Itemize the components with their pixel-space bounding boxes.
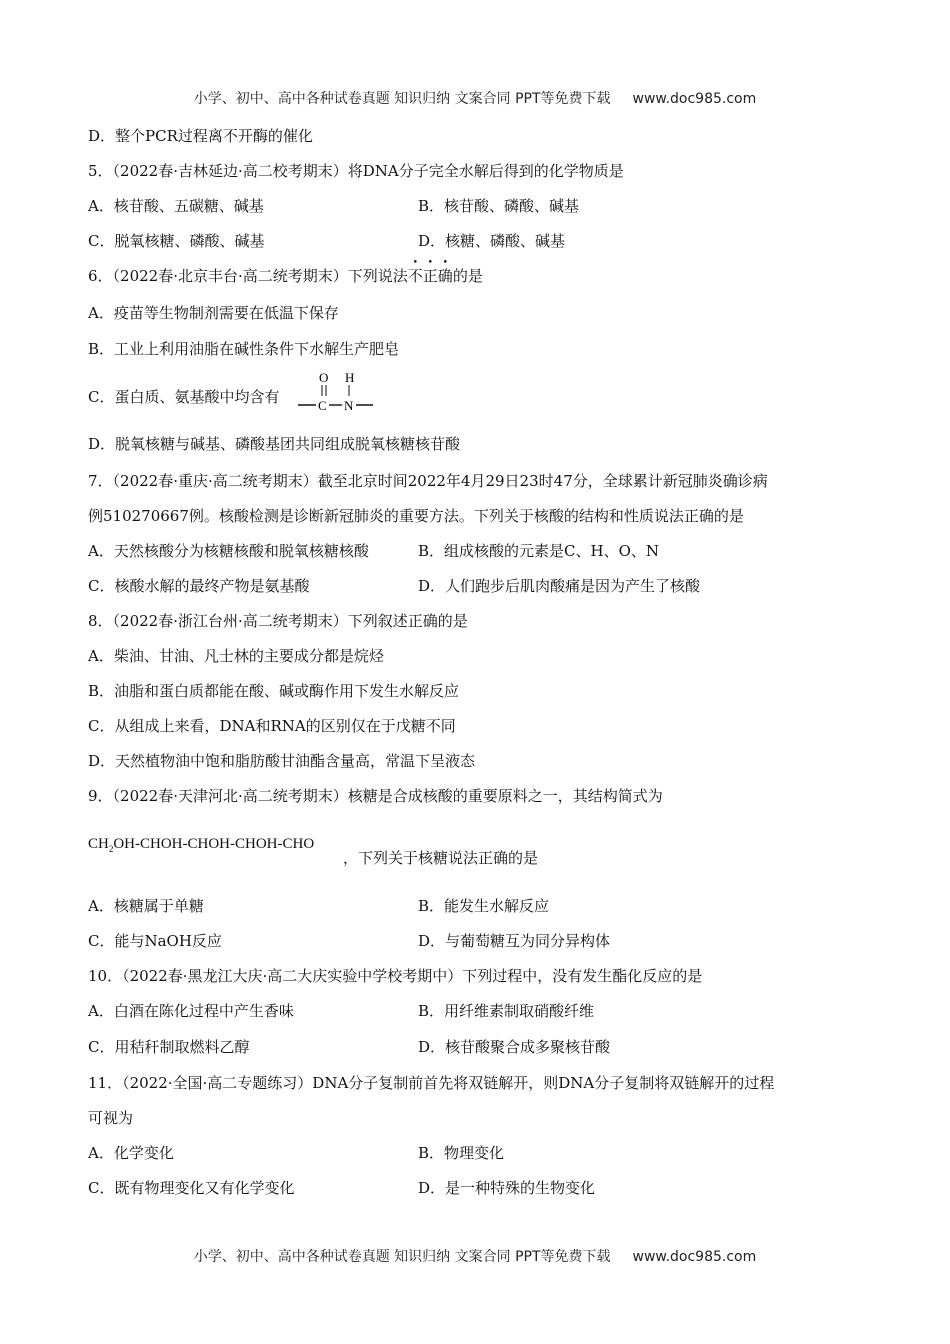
q6-emphasis-2: 正 [422, 267, 438, 285]
q7-option-b: B．组成核酸的元素是C、H、O、N [418, 542, 660, 560]
q10-option-c: C．用秸秆制取燃料乙醇 [88, 1038, 250, 1056]
q6-stem-pre: 6．（2022春·北京丰台·高二统考期末）下列说法 [88, 267, 408, 285]
header-text: 小学、初中、高中各种试卷真题 知识归纳 文案合同 PPT等免费下载 [193, 91, 611, 107]
q11-option-b: B．物理变化 [418, 1144, 505, 1162]
q7-stem-line1: 7．（2022春·重庆·高二统考期末）截至北京时间2022年4月29日23时47分，全球累计新冠肺炎确诊病 [88, 472, 768, 490]
q9-stem-tail: ，下列关于核糖说法正确的是 [343, 849, 539, 867]
q11-stem-line2: 可视为 [88, 1109, 134, 1127]
struct-o-label: O [319, 370, 329, 385]
footer-text: 小学、初中、高中各种试卷真题 知识归纳 文案合同 PPT等免费下载 [193, 1249, 611, 1265]
q6-option-b: B．工业上利用油脂在碱性条件下水解生产肥皂 [88, 340, 400, 358]
q9-option-a: A．核糖属于单糖 [88, 897, 204, 915]
q6-option-a: A．疫苗等生物制剂需要在低温下保存 [88, 304, 339, 322]
q11-stem-line1: 11．（2022·全国·高二专题练习）DNA分子复制前首先将双链解开，则DNA分子复制将双链解开的过程 [88, 1074, 775, 1092]
q10-option-a: A．白酒在陈化过程中产生香味 [88, 1002, 294, 1020]
struct-h-label: H [345, 370, 355, 385]
q6-stem-post: 的是 [452, 267, 483, 285]
q8-option-c: C．从组成上来看，DNA和RNA的区别仅在于戊糖不同 [88, 717, 456, 735]
q9-option-b: B．能发生水解反应 [418, 897, 550, 915]
q5-option-a: A．核苷酸、五碳糖、碱基 [88, 197, 264, 215]
q9-option-c: C．能与NaOH反应 [88, 932, 222, 950]
ribose-formula [88, 836, 314, 854]
q8-option-a: A．柴油、甘油、凡士林的主要成分都是烷烃 [88, 647, 384, 665]
q5-option-c: C．脱氧核糖、磷酸、碱基 [88, 232, 265, 250]
q8-stem: 8．（2022春·浙江台州·高二统考期末）下列叙述正确的是 [88, 612, 468, 630]
q6-option-d: D．脱氧核糖与碱基、磷酸基团共同组成脱氧核糖核苷酸 [88, 435, 461, 453]
q7-option-c: C．核酸水解的最终产物是氨基酸 [88, 577, 310, 595]
header-site: www.doc985.com [632, 91, 757, 107]
q5-option-d: D．核糖、磷酸、碱基 [418, 232, 566, 250]
q11-option-c: C．既有物理变化又有化学变化 [88, 1179, 295, 1197]
formula-rest: OH-CHOH-CHOH-CHOH-CHO [113, 836, 315, 852]
q6-emphasis-1: 不 [407, 267, 423, 285]
q6-option-c: C．蛋白质、氨基酸中均含有 [88, 388, 280, 406]
q10-option-d: D．核苷酸聚合成多聚核苷酸 [418, 1038, 611, 1056]
formula-ch: CH [88, 836, 109, 852]
page-header [0, 88, 950, 108]
q11-option-a: A．化学变化 [88, 1144, 174, 1162]
formula-subscript: 2 [108, 844, 114, 854]
q5-stem: 5．（2022春·吉林延边·高二校考期末）将DNA分子完全水解后得到的化学物质是 [88, 162, 624, 180]
q5-option-b: B．核苷酸、磷酸、碱基 [418, 197, 580, 215]
q11-option-d: D．是一种特殊的生物变化 [418, 1179, 596, 1197]
q9-stem: 9．（2022春·天津河北·高二统考期末）核糖是合成核酸的重要原料之一，其结构简式为 [88, 787, 663, 805]
struct-n-label: N [344, 398, 354, 413]
page-footer [0, 1246, 950, 1266]
q10-stem: 10．（2022春·黑龙江大庆·高二大庆实验中学校考期中）下列过程中，没有发生酯化反应的是 [88, 967, 703, 985]
amide-bond-structure [297, 370, 377, 416]
q10-option-b: B．用纤维素制取硝酸纤维 [418, 1002, 595, 1020]
struct-c-label: C [318, 398, 327, 413]
q6-emphasis-3: 确 [437, 267, 453, 285]
q8-option-d: D．天然植物油中饱和脂肪酸甘油酯含量高，常温下呈液态 [88, 752, 476, 770]
q4-option-d: D．整个PCR过程离不开酶的催化 [88, 127, 313, 145]
q9-option-d: D．与葡萄糖互为同分异构体 [418, 932, 611, 950]
q7-option-d: D．人们跑步后肌肉酸痛是因为产生了核酸 [418, 577, 701, 595]
q7-stem-line2: 例510270667例。核酸检测是诊断新冠肺炎的重要方法。下列关于核酸的结构和性质说法正确的是 [88, 507, 744, 525]
q8-option-b: B．油脂和蛋白质都能在酸、碱或酶作用下发生水解反应 [88, 682, 460, 700]
footer-site: www.doc985.com [632, 1249, 757, 1265]
q7-option-a: A．天然核酸分为核糖核酸和脱氧核糖核酸 [88, 542, 369, 560]
q6-stem [88, 266, 483, 286]
